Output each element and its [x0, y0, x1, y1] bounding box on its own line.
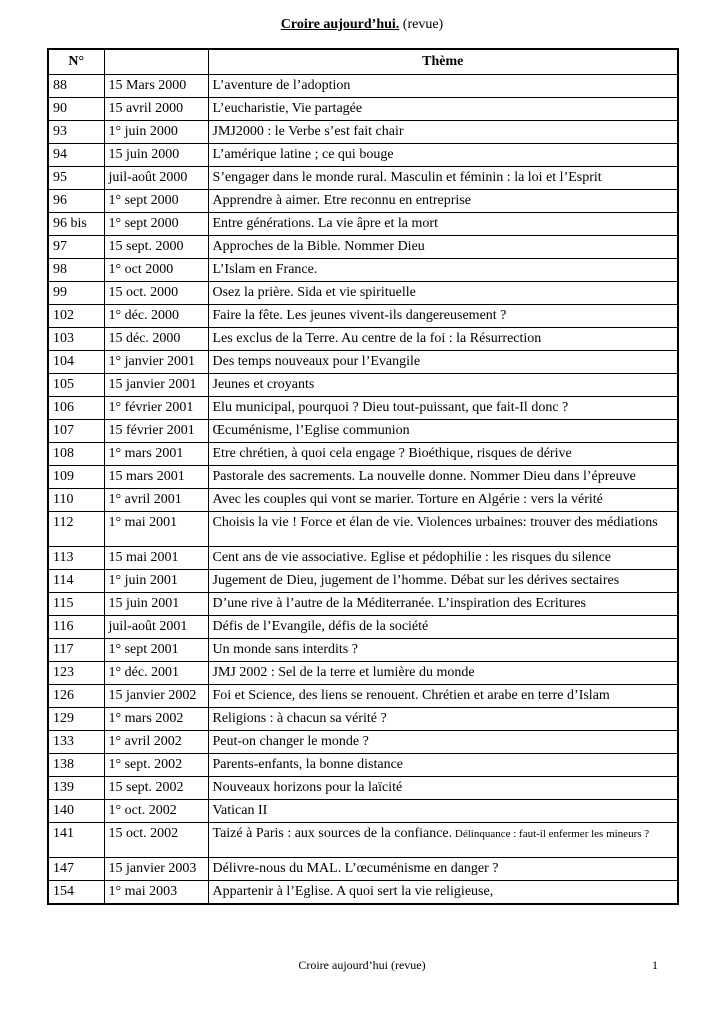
cell-theme: [208, 305, 678, 328]
cell-date: [104, 639, 208, 662]
table-row: [48, 662, 678, 685]
cell-number: [48, 144, 104, 167]
cell-theme: [208, 374, 678, 397]
cell-date-text: 1° avril 2001: [108, 492, 182, 507]
cell-date: [104, 121, 208, 144]
table-row: [48, 121, 678, 144]
cell-number: [48, 685, 104, 708]
cell-number-text: 104: [53, 354, 74, 369]
cell-number: [48, 420, 104, 443]
cell-number: [48, 858, 104, 881]
cell-date-text: 1° oct. 2002: [108, 803, 177, 818]
cell-theme-text: Faire la fête. Les jeunes vivent-ils dangereusement ?: [212, 308, 507, 323]
table-row: [48, 881, 678, 905]
cell-number-text: 97: [53, 239, 67, 254]
table-row: [48, 259, 678, 282]
page-number: 1: [652, 958, 658, 972]
cell-date-text: 1° mai 2001: [108, 515, 178, 530]
cell-number: [48, 547, 104, 570]
cell-date: [104, 305, 208, 328]
cell-theme: [208, 800, 678, 823]
cell-date-text: 1° avril 2002: [108, 734, 182, 749]
cell-date-text: 1° oct 2000: [108, 262, 174, 277]
cell-date: [104, 512, 208, 547]
cell-date-text: 15 janvier 2001: [108, 377, 197, 392]
cell-number: [48, 397, 104, 420]
cell-date-text: 1° sept 2000: [108, 216, 179, 231]
cell-number-text: 105: [53, 377, 74, 392]
cell-date: [104, 75, 208, 98]
cell-number-text: 102: [53, 308, 74, 323]
cell-number-text: 113: [53, 550, 74, 565]
cell-date: [104, 777, 208, 800]
cell-theme-text: Vatican II: [212, 803, 268, 818]
cell-theme: [208, 881, 678, 905]
cell-theme-text: Parents-enfants, la bonne distance: [212, 757, 403, 772]
cell-theme: [208, 570, 678, 593]
table-row: [48, 420, 678, 443]
cell-theme: [208, 823, 678, 858]
cell-date-text: 15 mars 2001: [108, 469, 185, 484]
cell-number-text: 140: [53, 803, 74, 818]
cell-theme: [208, 397, 678, 420]
title-main: Croire aujourd’hui.: [280, 17, 400, 32]
table-row: [48, 98, 678, 121]
cell-number-text: 112: [53, 515, 74, 530]
cell-date: [104, 443, 208, 466]
cell-date: [104, 374, 208, 397]
cell-theme-text: Jugement de Dieu, jugement de l’homme. Débat sur les dérives sectaires: [212, 573, 620, 588]
cell-number: [48, 305, 104, 328]
cell-date: [104, 190, 208, 213]
cell-date-text: 15 janvier 2002: [108, 688, 197, 703]
cell-theme-text: L’eucharistie, Vie partagée: [212, 101, 363, 116]
cell-date-text: 1° janvier 2001: [108, 354, 195, 369]
table-row: [48, 616, 678, 639]
cell-number: [48, 881, 104, 905]
cell-date-text: 15 juin 2001: [108, 596, 180, 611]
cell-theme-text: JMJ 2002 : Sel de la terre et lumière du monde: [212, 665, 475, 680]
cell-theme: [208, 213, 678, 236]
cell-date-text: 15 janvier 2003: [108, 861, 197, 876]
cell-theme: [208, 754, 678, 777]
table-row: [48, 466, 678, 489]
cell-date-text: 15 oct. 2000: [108, 285, 179, 300]
cell-theme-text: Peut-on changer le monde ?: [212, 734, 369, 749]
table-row: [48, 777, 678, 800]
cell-number-text: 93: [53, 124, 67, 139]
cell-number-text: 117: [53, 642, 74, 657]
cell-number-text: 108: [53, 446, 74, 461]
cell-theme: [208, 639, 678, 662]
table-row: [48, 167, 678, 190]
cell-number-text: 95: [53, 170, 67, 185]
table-row: [48, 593, 678, 616]
cell-theme: [208, 777, 678, 800]
table-row: [48, 213, 678, 236]
cell-date: [104, 731, 208, 754]
cell-number-text: 139: [53, 780, 74, 795]
cell-theme-text: Osez la prière. Sida et vie spirituelle: [212, 285, 416, 300]
cell-date-text: 1° déc. 2000: [108, 308, 180, 323]
cell-theme-note: Délinquance : faut-il enfermer les mineurs ?: [452, 828, 650, 840]
cell-date: [104, 858, 208, 881]
cell-theme: [208, 328, 678, 351]
table-row: [48, 731, 678, 754]
cell-theme: [208, 351, 678, 374]
table-row: [48, 512, 678, 547]
cell-number: [48, 282, 104, 305]
cell-theme-text: Elu municipal, pourquoi ? Dieu tout-puissant, que fait-Il donc ?: [212, 400, 569, 415]
cell-theme-text: Appartenir à l’Eglise. A quoi sert la vie religieuse,: [212, 884, 494, 899]
cell-number-text: 138: [53, 757, 74, 772]
table-row: [48, 800, 678, 823]
cell-number-text: 116: [53, 619, 74, 634]
cell-theme-text: Nouveaux horizons pour la laïcité: [212, 780, 403, 795]
cell-date: [104, 144, 208, 167]
cell-date-text: 1° mars 2001: [108, 446, 184, 461]
cell-number-text: 114: [53, 573, 74, 588]
cell-date-text: 1° mai 2003: [108, 884, 178, 899]
cell-theme: [208, 259, 678, 282]
table-row: [48, 351, 678, 374]
cell-date-text: juil-août 2001: [108, 619, 188, 634]
cell-theme: [208, 121, 678, 144]
cell-theme-text: Etre chrétien, à quoi cela engage ? Bioéthique, risques de dérive: [212, 446, 572, 461]
issues-table: [47, 48, 679, 905]
table-row: [48, 236, 678, 259]
cell-number-text: 94: [53, 147, 67, 162]
cell-theme: [208, 443, 678, 466]
cell-number: [48, 75, 104, 98]
table-row: [48, 858, 678, 881]
cell-date: [104, 662, 208, 685]
cell-theme: [208, 466, 678, 489]
cell-theme-text: Foi et Science, des liens se renouent. Chrétien et arabe en terre d’Islam: [212, 688, 610, 703]
cell-date: [104, 489, 208, 512]
cell-theme-text: L’Islam en France.: [212, 262, 318, 277]
cell-number: [48, 236, 104, 259]
cell-number-text: 96 bis: [53, 216, 87, 231]
cell-number-text: 115: [53, 596, 74, 611]
cell-theme-text: Avec les couples qui vont se marier. Torture en Algérie : vers la vérité: [212, 492, 603, 507]
cell-theme-text: Approches de la Bible. Nommer Dieu: [212, 239, 425, 254]
cell-date-text: 15 oct. 2002: [108, 826, 179, 841]
cell-theme-text: Les exclus de la Terre. Au centre de la foi : la Résurrection: [212, 331, 542, 346]
cell-number: [48, 639, 104, 662]
cell-theme-text: L’amérique latine ; ce qui bouge: [212, 147, 394, 162]
cell-theme-text: S’engager dans le monde rural. Masculin et féminin : la loi et l’Esprit: [212, 170, 602, 185]
table-row: [48, 639, 678, 662]
cell-theme: [208, 420, 678, 443]
cell-theme-text: Religions : à chacun sa vérité ?: [212, 711, 387, 726]
cell-date-text: 15 février 2001: [108, 423, 195, 438]
cell-number: [48, 98, 104, 121]
table-row: [48, 305, 678, 328]
cell-theme-text: Délivre-nous du MAL. L’œcuménisme en danger ?: [212, 861, 499, 876]
cell-date-text: 1° déc. 2001: [108, 665, 180, 680]
table-row: [48, 708, 678, 731]
cell-date-text: 1° juin 2001: [108, 573, 178, 588]
cell-date-text: 15 Mars 2000: [108, 78, 187, 93]
cell-date-text: 15 avril 2000: [108, 101, 184, 116]
table-row: [48, 489, 678, 512]
cell-theme-text: Un monde sans interdits ?: [212, 642, 358, 657]
cell-date: [104, 593, 208, 616]
cell-theme: [208, 236, 678, 259]
cell-number-text: 106: [53, 400, 74, 415]
cell-number: [48, 213, 104, 236]
cell-theme: [208, 75, 678, 98]
cell-date-text: 1° février 2001: [108, 400, 194, 415]
cell-number: [48, 708, 104, 731]
cell-number: [48, 754, 104, 777]
cell-number: [48, 593, 104, 616]
cell-theme: [208, 167, 678, 190]
cell-number: [48, 466, 104, 489]
cell-theme-text: Apprendre à aimer. Etre reconnu en entreprise: [212, 193, 471, 208]
cell-number: [48, 489, 104, 512]
cell-number: [48, 731, 104, 754]
cell-number: [48, 662, 104, 685]
cell-theme-text: Œcuménisme, l’Eglise communion: [212, 423, 410, 438]
cell-number: [48, 190, 104, 213]
cell-number: [48, 351, 104, 374]
cell-date-text: 1° sept 2000: [108, 193, 179, 208]
cell-date-text: 15 sept. 2000: [108, 239, 184, 254]
cell-number: [48, 512, 104, 547]
cell-number-text: 98: [53, 262, 67, 277]
cell-date: [104, 547, 208, 570]
cell-theme: [208, 547, 678, 570]
column-header-theme: Thème: [208, 49, 678, 75]
table-row: [48, 754, 678, 777]
table-row: [48, 570, 678, 593]
cell-theme-text: JMJ2000 : le Verbe s’est fait chair: [212, 124, 404, 139]
table-row: [48, 144, 678, 167]
cell-theme-text: Défis de l’Evangile, défis de la société: [212, 619, 429, 634]
cell-date: [104, 351, 208, 374]
cell-theme-text: Pastorale des sacrements. La nouvelle donne. Nommer Dieu dans l’épreuve: [212, 469, 636, 484]
cell-number-text: 96: [53, 193, 67, 208]
cell-date: [104, 328, 208, 351]
cell-theme-text: Jeunes et croyants: [212, 377, 315, 392]
cell-number-text: 88: [53, 78, 67, 93]
cell-date-text: 15 sept. 2002: [108, 780, 184, 795]
table-row: [48, 374, 678, 397]
cell-date: [104, 823, 208, 858]
cell-number: [48, 121, 104, 144]
cell-theme: [208, 512, 678, 547]
column-header-number: N°: [48, 49, 104, 75]
cell-date: [104, 685, 208, 708]
document-title: [0, 16, 724, 34]
cell-number: [48, 374, 104, 397]
table-row: [48, 443, 678, 466]
cell-date: [104, 213, 208, 236]
cell-date: [104, 616, 208, 639]
table-header-row: [48, 49, 678, 75]
cell-number: [48, 328, 104, 351]
cell-theme: [208, 731, 678, 754]
column-header-date: [104, 49, 208, 75]
cell-number: [48, 777, 104, 800]
cell-theme-text: Entre générations. La vie âpre et la mort: [212, 216, 438, 231]
table-row: [48, 282, 678, 305]
cell-number: [48, 570, 104, 593]
cell-number-text: 123: [53, 665, 74, 680]
cell-number-text: 129: [53, 711, 74, 726]
page-footer: Croire aujourd’hui (revue): [298, 958, 426, 972]
cell-number-text: 90: [53, 101, 67, 116]
cell-date: [104, 881, 208, 905]
cell-number: [48, 167, 104, 190]
cell-theme: [208, 593, 678, 616]
cell-theme: [208, 858, 678, 881]
cell-date: [104, 98, 208, 121]
cell-number-text: 154: [53, 884, 74, 899]
cell-date-text: 15 juin 2000: [108, 147, 180, 162]
cell-theme: [208, 190, 678, 213]
table-row: [48, 547, 678, 570]
cell-theme: [208, 662, 678, 685]
cell-date: [104, 420, 208, 443]
cell-theme-text: Choisis la vie ! Force et élan de vie. Violences urbaines: trouver des médiations: [212, 515, 658, 530]
table-row: [48, 397, 678, 420]
cell-theme: [208, 489, 678, 512]
cell-theme: [208, 98, 678, 121]
cell-theme: [208, 616, 678, 639]
cell-date: [104, 754, 208, 777]
cell-number: [48, 443, 104, 466]
cell-number-text: 109: [53, 469, 74, 484]
cell-date: [104, 397, 208, 420]
cell-date-text: 1° juin 2000: [108, 124, 178, 139]
cell-theme-text: Cent ans de vie associative. Eglise et pédophilie : les risques du silence: [212, 550, 612, 565]
cell-number: [48, 259, 104, 282]
table-row: [48, 328, 678, 351]
cell-theme-text: D’une rive à l’autre de la Méditerranée. L’inspiration des Ecritures: [212, 596, 586, 611]
cell-date: [104, 466, 208, 489]
cell-number-text: 107: [53, 423, 74, 438]
cell-number-text: 141: [53, 826, 74, 841]
cell-number-text: 147: [53, 861, 74, 876]
cell-number-text: 99: [53, 285, 67, 300]
cell-date-text: 1° sept 2001: [108, 642, 179, 657]
cell-theme: [208, 282, 678, 305]
cell-number-text: 133: [53, 734, 74, 749]
cell-date: [104, 282, 208, 305]
cell-number-text: 103: [53, 331, 74, 346]
cell-date-text: 15 mai 2001: [108, 550, 179, 565]
cell-date-text: 15 déc. 2000: [108, 331, 181, 346]
table-row: [48, 685, 678, 708]
title-suffix: (revue): [399, 17, 444, 32]
cell-date-text: juil-août 2000: [108, 170, 188, 185]
cell-date-text: 1° sept. 2002: [108, 757, 183, 772]
cell-theme: [208, 708, 678, 731]
cell-theme-text: L’aventure de l’adoption: [212, 78, 351, 93]
cell-date: [104, 259, 208, 282]
cell-date: [104, 570, 208, 593]
cell-number: [48, 616, 104, 639]
table-row: [48, 190, 678, 213]
table-row: [48, 75, 678, 98]
cell-theme: [208, 144, 678, 167]
cell-theme-text: Taizé à Paris : aux sources de la confiance.: [212, 826, 453, 841]
cell-number: [48, 800, 104, 823]
cell-date: [104, 800, 208, 823]
cell-number-text: 110: [53, 492, 74, 507]
cell-date-text: 1° mars 2002: [108, 711, 184, 726]
cell-theme-text: Des temps nouveaux pour l’Evangile: [212, 354, 421, 369]
cell-date: [104, 708, 208, 731]
table-row: [48, 823, 678, 858]
cell-theme: [208, 685, 678, 708]
cell-date: [104, 236, 208, 259]
cell-date: [104, 167, 208, 190]
cell-number: [48, 823, 104, 858]
cell-number-text: 126: [53, 688, 74, 703]
